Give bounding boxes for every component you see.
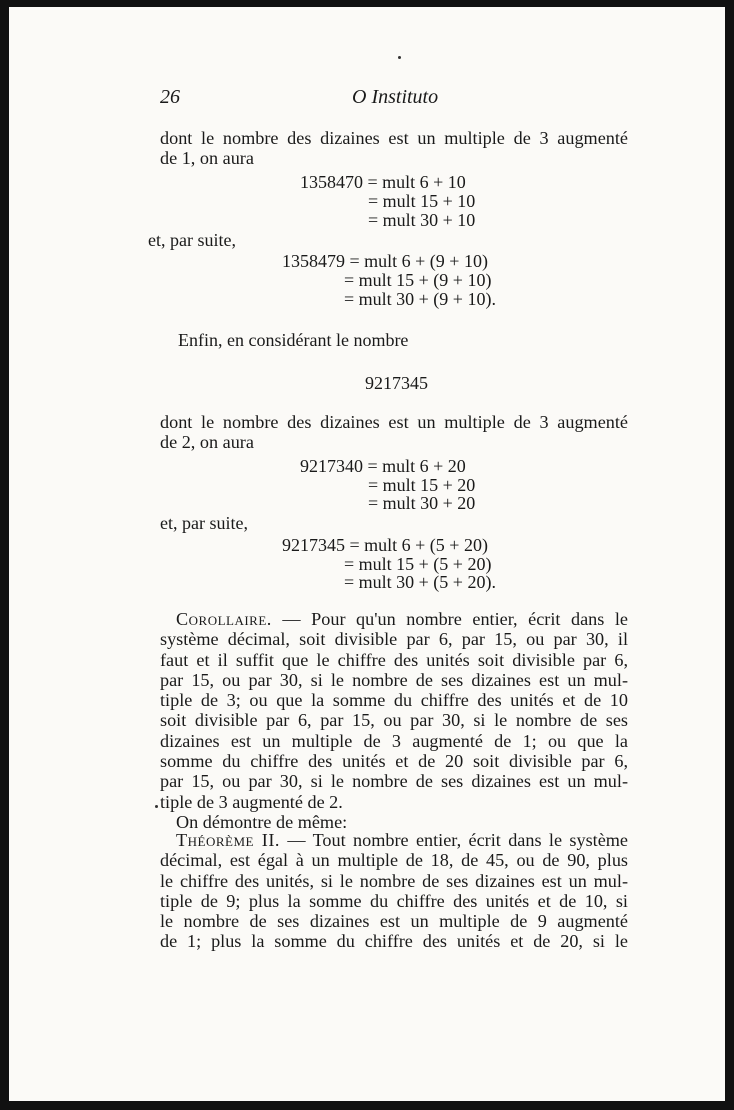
theoreme-paragraph (160, 830, 628, 952)
paragraph-2 (160, 412, 628, 453)
text-fragment: — Pour qu'un nombre entier, écrit dans le (282, 609, 629, 629)
text-line: somme du chiffre des unités et de 20 soit divisible par 6, (160, 751, 628, 772)
equation-line: 9217340 = mult 6 + 20 (300, 456, 466, 476)
paragraph-1 (160, 128, 628, 169)
text-line: dont le nombre des dizaines est un multiple de 3 augmenté (160, 412, 628, 432)
running-title: O Instituto (352, 86, 439, 108)
page-number: 26 (160, 86, 180, 108)
text-line: On démontre de même: (176, 811, 348, 832)
text-line: le nombre de ses dizaines est un multiple de 9 augmenté (160, 911, 628, 932)
text-line: de 1; plus la somme du chiffre des unités et de 20, si le (160, 931, 628, 952)
equation-line: = mult 30 + 20 (368, 493, 476, 513)
equation-line: 9217345 = mult 6 + (5 + 20) (282, 535, 488, 555)
par-suite-text: et, par suite, (148, 230, 236, 250)
text-line: de 2, on aura (160, 432, 254, 453)
equation-line: = mult 15 + 20 (368, 475, 476, 495)
equation-line: 1358470 = mult 6 + 10 (300, 172, 466, 192)
print-speck (398, 56, 401, 59)
text-line: par 15, ou par 30, si le nombre de ses dizaines est un mul- (160, 771, 628, 792)
theoreme-label: Théorème II. (176, 830, 280, 850)
equation-line: = mult 15 + (5 + 20) (344, 554, 492, 574)
text-line: système décimal, soit divisible par 6, par 15, ou par 30, il (160, 629, 628, 650)
text-line: faut et il suffit que le chiffre des unités soit divisible par 6, (160, 649, 628, 670)
text-line: dizaines est un multiple de 3 augmenté de 1; ou que la (160, 730, 628, 751)
text-line: soit divisible par 6, par 15, ou par 30, si le nombre de ses (160, 710, 628, 731)
text-line: de 1, on aura (160, 148, 254, 169)
par-suite-text: et, par suite, (160, 513, 248, 533)
equation-line: = mult 15 + 10 (368, 191, 476, 211)
text-line: tiple de 3; ou que la somme du chiffre des unités et de 10 (160, 690, 628, 711)
corollaire-paragraph (160, 609, 628, 832)
text-line: par 15, ou par 30, si le nombre de ses dizaines est un mul- (160, 669, 628, 690)
text-fragment: — Tout nombre entier, écrit dans le système (287, 830, 628, 850)
text-line: décimal, est égal à un multiple de 18, de 45, ou de 90, plus (160, 850, 628, 871)
corollaire-label: Corollaire. (176, 609, 272, 629)
text-line (160, 609, 628, 629)
print-speck (155, 805, 158, 808)
text-line: dont le nombre des dizaines est un multiple de 3 augmenté (160, 128, 628, 148)
equation-line: = mult 30 + (5 + 20). (344, 572, 496, 592)
equation-line: = mult 15 + (9 + 10) (344, 270, 492, 290)
equation-line: = mult 30 + (9 + 10). (344, 289, 496, 309)
text-line: tiple de 9; plus la somme du chiffre des unités et de 10, si (160, 890, 628, 911)
enfin-text: Enfin, en considérant le nombre (178, 330, 409, 350)
text-line: le chiffre des unités, si le nombre de ses dizaines est un mul- (160, 870, 628, 891)
equation-line: 1358479 = mult 6 + (9 + 10) (282, 251, 488, 271)
text-line (160, 830, 628, 850)
text-line: tiple de 3 augmenté de 2. (160, 791, 343, 812)
equation-line: = mult 30 + 10 (368, 210, 476, 230)
number-value: 9217345 (365, 373, 428, 393)
